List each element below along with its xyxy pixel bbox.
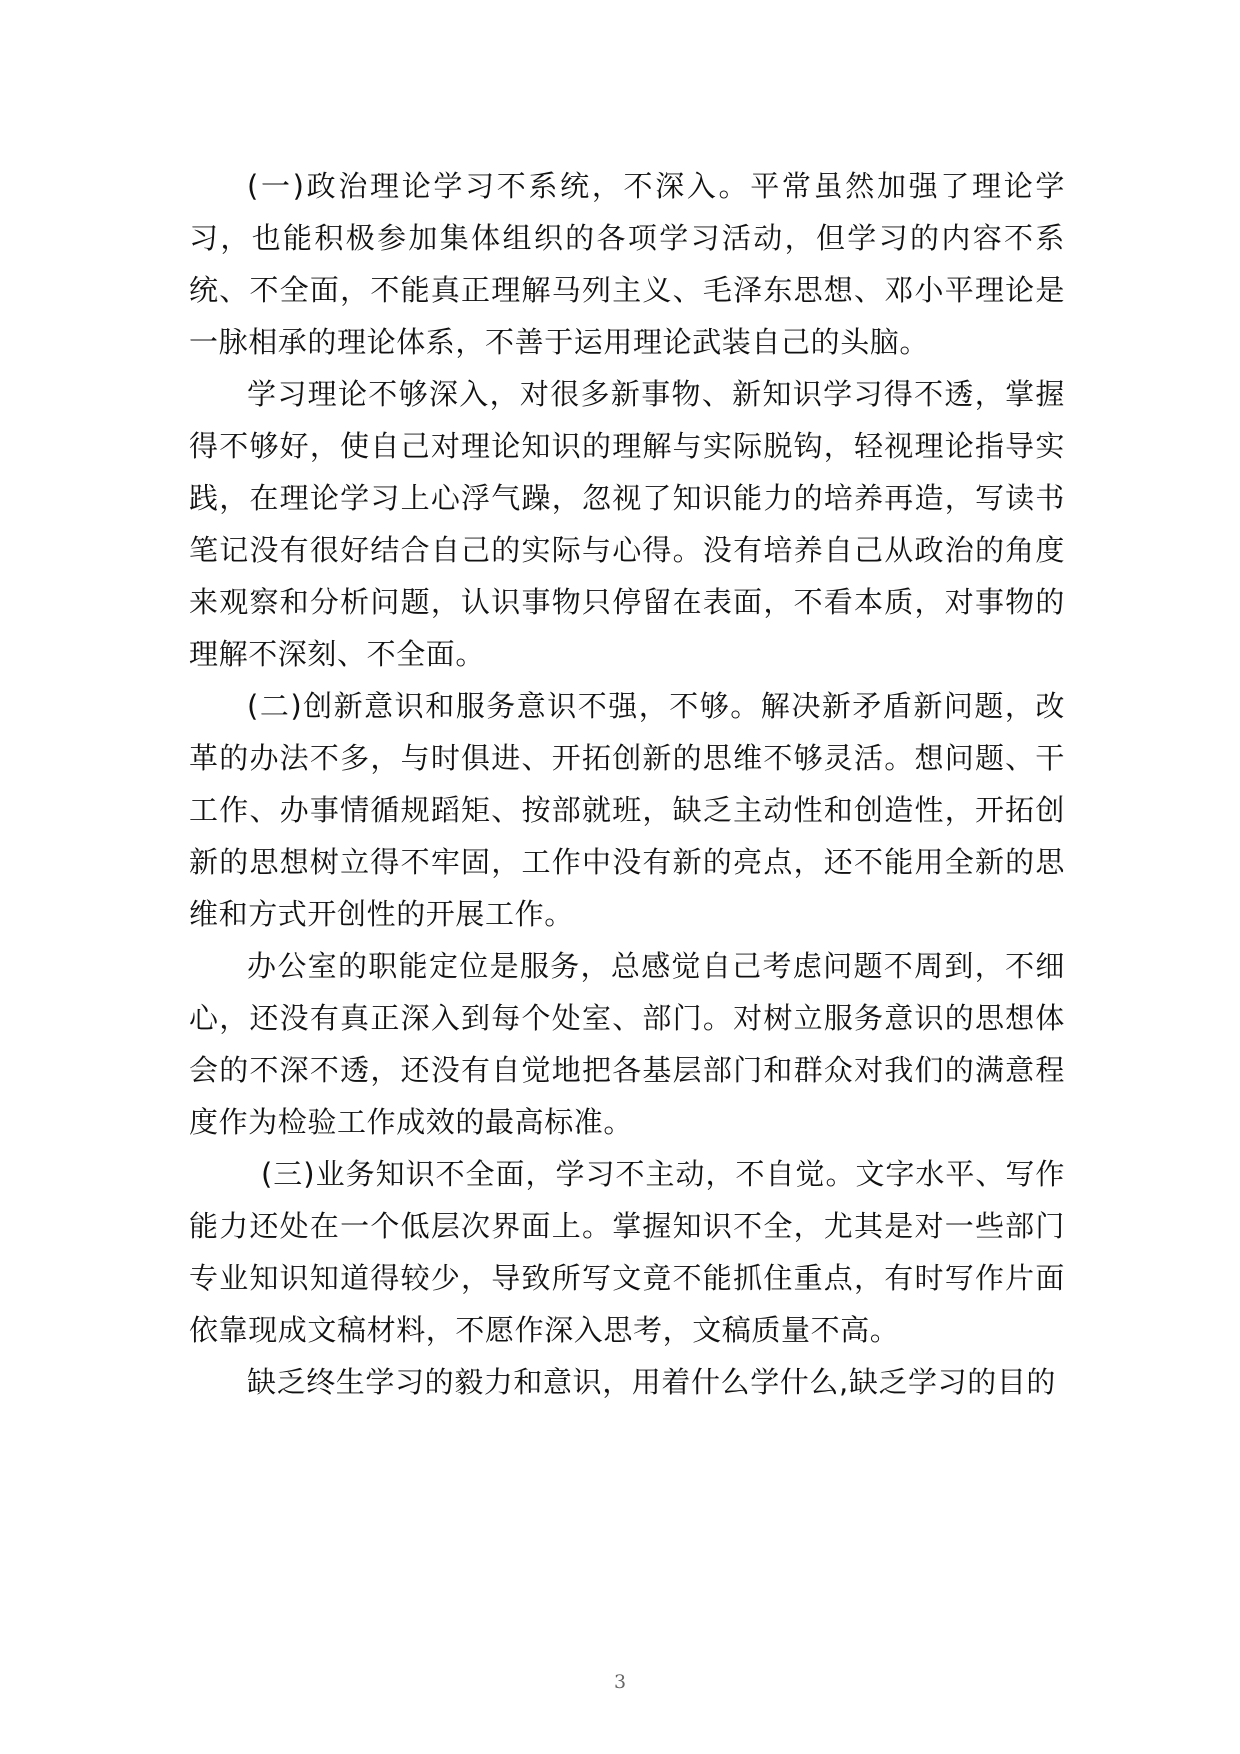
paragraph-office-function: 办公室的职能定位是服务，总感觉自己考虑问题不周到，不细心，还没有真正深入到每个处室、部门。对树立服务意识的思想体会的不深不透，还没有自觉地把各基层部门和群众对我们的满意程度作为检验工作成效的最高标准。 [189, 949, 1065, 1139]
paragraph-innovation-service: (二)创新意识和服务意识不强，不够。解决新矛盾新问题，改革的办法不多，与时俱进、开拓创新的思维不够灵活。想问题、干工作、办事情循规蹈矩、按部就班，缺乏主动性和创造性，开拓创新的思想树立得不牢固，工作中没有新的亮点，还不能用全新的思维和方式开创性的开展工作。 [189, 689, 1065, 931]
paragraph-theory-depth: 学习理论不够深入，对很多新事物、新知识学习得不透，掌握得不够好，使自己对理论知识的理解与实际脱钩，轻视理论指导实践，在理论学习上心浮气躁，忽视了知识能力的培养再造，写读书笔记没有很好结合自己的实际与心得。没有培养自己从政治的角度来观察和分析问题，认识事物只停留在表面，不看本质，对事物的理解不深刻、不全面。 [189, 377, 1065, 671]
page-number: 3 [613, 1671, 627, 1693]
document-body [189, 160, 1065, 1408]
paragraph-business-knowledge: (三)业务知识不全面，学习不主动，不自觉。文字水平、写作能力还处在一个低层次界面上。掌握知识不全，尤其是对一些部门专业知识知道得较少，导致所写文竟不能抓住重点，有时写作片面依靠现成文稿材料，不愿作深入思考，文稿质量不高。 [189, 1157, 1065, 1347]
paragraph-political-theory: (一)政治理论学习不系统，不深入。平常虽然加强了理论学习，也能积极参加集体组织的各项学习活动，但学习的内容不系统、不全面，不能真正理解马列主义、毛泽东思想、邓小平理论是一脉相承的理论体系，不善于运用理论武装自己的头脑。 [189, 169, 1065, 359]
paragraph-lifelong-learning: 缺乏终生学习的毅力和意识，用着什么学什么,缺乏学习的目的 [247, 1365, 1057, 1399]
